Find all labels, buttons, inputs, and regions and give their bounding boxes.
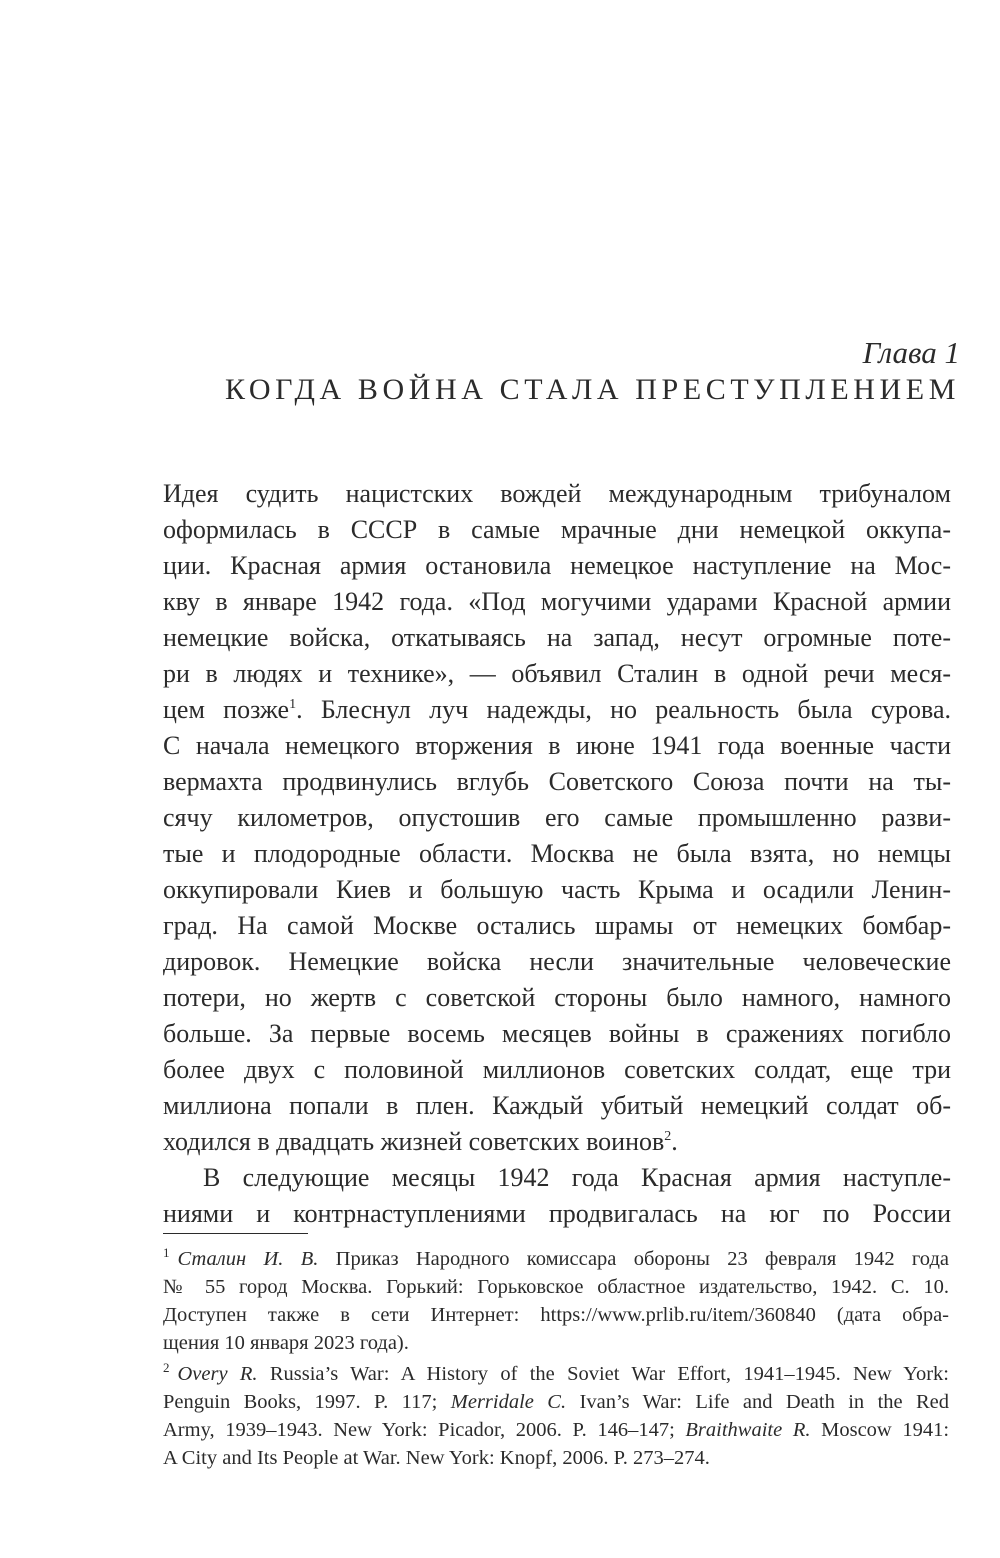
text-line: ри в людях и технике», — объявил Сталин в одной речи меся- bbox=[163, 659, 951, 688]
text-line: Идея судить нацистских вождей международным трибуналом bbox=[163, 479, 951, 508]
footnote-divider bbox=[163, 1233, 308, 1234]
text-line: дировок. Немецкие войска несли значительные человеческие bbox=[163, 947, 951, 976]
text-segment: Ivan’s War: Life and Death in the Red bbox=[579, 1391, 950, 1413]
text-line: ции. Красная армия остановила немецкое наступление на Мос- bbox=[163, 551, 951, 580]
footnote-line: № 55 город Москва. Горький: Горьковское областное издательство, 1942. С. 10. bbox=[163, 1276, 949, 1298]
text-line: больше. За первые восемь месяцев войны в сражениях погибло bbox=[163, 1019, 951, 1048]
text-line: тые и плодородные области. Москва не была взята, но немцы bbox=[163, 839, 951, 868]
footnote-line bbox=[163, 1388, 949, 1416]
text-segment: Penguin Books, 1997. P. 117; bbox=[163, 1391, 438, 1413]
text-line: ниями и контрнаступлениями продвигалась на юг по России bbox=[163, 1199, 951, 1228]
text-segment: Блеснул луч надежды, но реальность была сурова. bbox=[320, 695, 952, 724]
text-line: кву в январе 1942 года. «Под могучими ударами Красной армии bbox=[163, 587, 951, 616]
footnote-author: Braithwaite R. bbox=[685, 1419, 811, 1441]
footnote-line bbox=[163, 1360, 949, 1388]
footnote-ref[interactable]: 1 bbox=[289, 697, 297, 712]
text-line: оформилась в СССР в самые мрачные дни немецкой оккупа- bbox=[163, 515, 951, 544]
text-segment: ходился в двадцать жизней советских воинов bbox=[163, 1127, 665, 1156]
text-line: потери, но жертв с советской стороны было намного, намного bbox=[163, 983, 951, 1012]
text-segment: Army, 1939–1943. New York: Picador, 2006. P. 146–147; bbox=[163, 1419, 675, 1441]
footnote-line bbox=[163, 1416, 949, 1444]
footnote-number: 2 bbox=[163, 1360, 170, 1375]
chapter-label: Глава 1 bbox=[862, 335, 960, 370]
text-line: вермахта продвинулись вглубь Советского Союза почти на ты- bbox=[163, 767, 951, 796]
text-segment: Russia’s War: A History of the Soviet War Effort, 1941–1945. New York: bbox=[269, 1363, 950, 1385]
text-line: более двух с половиной миллионов советских солдат, еще три bbox=[163, 1055, 951, 1084]
text-line: немецкие войска, откатываясь на запад, несут огромные поте- bbox=[163, 623, 951, 652]
footnote-author: Сталин И. В. bbox=[177, 1248, 319, 1270]
footnote-author: Merridale C. bbox=[450, 1391, 567, 1413]
footnote-number: 1 bbox=[163, 1245, 170, 1260]
text-line: миллиона попали в плен. Каждый убитый немецкий солдат об- bbox=[163, 1091, 951, 1120]
text-line: оккупировали Киев и большую часть Крыма и осадили Ленин- bbox=[163, 875, 951, 904]
text-segment: Moscow 1941: bbox=[821, 1419, 950, 1441]
text-line bbox=[163, 1124, 951, 1160]
text-line: сячу километров, опустошив его самые промышленно разви- bbox=[163, 803, 951, 832]
text-line: В следующие месяцы 1942 года Красная армия наступле- bbox=[203, 1163, 951, 1192]
text-line: цем позже$^1$. Блеснул луч надежды, но реальность была сурова. bbox=[163, 695, 952, 724]
text-segment: цем позже bbox=[163, 695, 290, 724]
footnote-author: Overy R. bbox=[177, 1363, 258, 1385]
footnote-line: щения 10 января 2023 года). bbox=[163, 1332, 409, 1354]
text-segment: Приказ Народного комиссара обороны 23 февраля 1942 года bbox=[335, 1248, 949, 1270]
footnote-line: A City and Its People at War. New York: Knopf, 2006. P. 273–274. bbox=[163, 1447, 710, 1469]
footnote-ref[interactable]: 2 bbox=[664, 1129, 672, 1144]
text-line: град. На самой Москве остались шрамы от немецких бомбар- bbox=[163, 911, 951, 940]
text-segment: . bbox=[671, 1127, 678, 1156]
chapter-title: КОГДА ВОЙНА СТАЛА ПРЕСТУПЛЕНИЕМ bbox=[225, 373, 960, 406]
text-line: С начала немецкого вторжения в июне 1941 года военные части bbox=[163, 731, 951, 760]
footnote-line: Доступен также в сети Интернет: https://www.prlib.ru/item/360840 (дата обра- bbox=[163, 1304, 949, 1326]
footnote-line bbox=[163, 1245, 949, 1273]
